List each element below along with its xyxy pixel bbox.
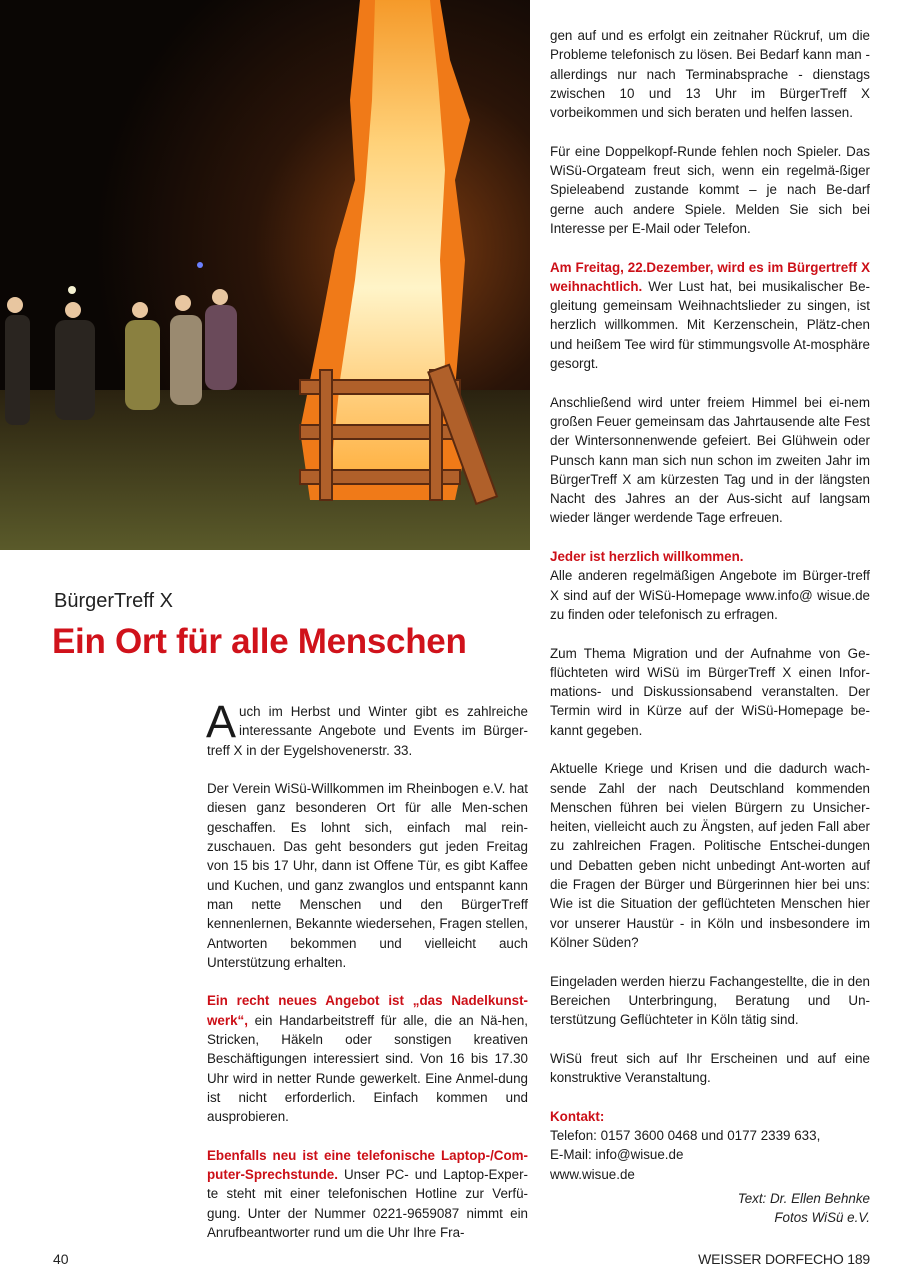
highlight-nadelkunstwerk: Ein recht neues Angebot ist „das Nadelkunst-werk“, [207,993,528,1028]
contact-email-link[interactable]: E-Mail: info@wisue.de [550,1147,684,1163]
paragraph-doppelkopf: Für eine Doppelkopf-Runde fehlen noch Spieler. Das WiSü-Orgateam freut sich, wenn ein regelmä-ßiger Spieleabend zustande kommt – je nach Be-darf gerne auch andere Spiele. Melden Sie sich bei Interesse per E-Mail oder Telefon. [550,143,870,236]
paragraph-wisue-freut-sich: WiSü freut sich auf Ihr Erscheinen und auf eine konstruktive Veranstaltung. [550,1050,870,1086]
paragraph-migration: Zum Thema Migration und der Aufnahme von Ge-flüchteten wird WiSü im BürgerTreff X einen Infor-mations- und Diskussionsabend veranstalten. Der Termin wird in Kürze auf der WiSü-Homepage be-kannt gegeben. [550,645,870,738]
contact-heading: Kontakt: [550,1108,605,1124]
intro-text: uch im Herbst und Winter gibt es zahlreiche interessante Angebote und Events im Bürger-treff X in der Eygelshovenerstr. 33. [207,704,528,758]
article-column-right [550,26,870,1203]
credit-photos: Fotos WiSü e.V. [774,1210,870,1226]
paragraph-rueckruf: gen auf und es erfolgt ein zeitnaher Rückruf, um die Probleme telefonisch zu lösen. Bei Bedarf kann man - allerdings nur nach Terminabsprache - dienstags zwischen 10 und 13 Uhr im BürgerTreff X vorbeikommen und sich beraten und helfen lassen. [550,28,870,121]
intro-paragraph [206,696,528,760]
article-headline: Ein Ort für alle Menschen [52,622,467,661]
paragraph-sprechstunde [207,1146,528,1242]
text-sprechstunde: Unser PC- und Laptop-Exper-te steht mit einer telefonischen Hotline zur Verfü-gung. Unter der Nummer 0221-9659087 nimmt ein Anrufbeantworter rund um die Uhr Ihre Fra- [207,1167,528,1241]
credit-text: Text: Dr. Ellen Behnke [737,1191,870,1206]
drop-cap: A [206,696,237,747]
paragraph-wintersonnenwende: Anschließend wird unter freiem Himmel bei ei-nem großen Feuer gemeinsam das Jahrtausende alte Fest der Wintersonnenwende gefeiert. Bei Glühwein oder Punsch kann man sich nun schon im zweiten Jahr im BürgerTreff X am kürzesten Tag und in der längsten Nacht des Jahres an der Aus-sicht auf langsam wieder länger werdende Tage erfreuen. [550,394,870,526]
text-weihnachten: Wer Lust hat, bei musikalischer Be-gleitung gemeinsam Weihnachtslieder zu singen, ist herzlich willkommen. Mit Kerzenschein, Plätz-chen und heißem Tee wird für stimmungsvolle At-mosphäre gesorgt. [550,278,870,372]
text-nadelkunstwerk: ein Handarbeitstreff für alle, die an Nä-hen, Stricken, Häkeln oder sonstigen kreativen Beschäftigungen interessiert sind. Von 16 bis 17.30 Uhr wird in netter Runde gewerkelt. Eine Anmel-dung ist nicht erforderlich. Einfach kommen und ausprobieren. [207,1012,528,1125]
highlight-weihnachten: Am Freitag, 22.Dezember, wird es im Bürgertreff X weihnachtlich. [550,259,870,294]
page-number: 40 [53,1251,69,1267]
bonfire-illustration [0,0,530,550]
paragraph-fachangestellte: Eingeladen werden hierzu Fachangestellte, die in den Bereichen Unterbringung, Beratung und Un-terstützung Geflüchteter in Köln tätig sind. [550,973,870,1028]
contact-block [550,1107,870,1184]
paragraph-krisen: Aktuelle Kriege und Krisen und die dadurch wach-sende Zahl der nach Deutschland kommenden Menschen führen bei vielen Bürgern zu Unsicher-heiten, vielleicht auch zu Ängsten, auf jeden Fall aber zu zahlreichen Fragen. Politische Entschei-dungen und Debatten geben nicht unbedingt Ant-worten auf die Fragen der Bürger und Bürgerinnen hier bei uns: Wie ist die Situation der geflüchteten Menschen hier vor unserer Haustür - in Köln und insbesondere im Kölner Süden? [550,761,870,950]
highlight-sprechstunde: Ebenfalls neu ist eine telefonische Laptop-/Com-puter-Sprechstunde. [207,1147,528,1183]
paragraph-verein: Der Verein WiSü-Willkommen im Rheinbogen e.V. hat diesen ganz besonderen Ort für alle Men-schen geschaffen. Es lohnt sich, einfach mal rein-zuschauen. Das geht besonders gut jeden Freitag von 15 bis 17 Uhr, dann ist Offene Tür, es gibt Kaffee und Kuchen, und ganz zwanglos und entspannt kann man nette Menschen und den BürgerTreff kennenlernen, Bekannte wiedersehen, Fragen stellen, Antworten bekommen und vielleicht auch Unterstützung erhalten. [207,781,528,970]
paragraph-nadelkunstwerk [207,991,528,1126]
article-column-left [206,696,528,1262]
text-willkommen: Alle anderen regelmäßigen Angebote im Bürger-treff X sind auf der WiSü-Homepage www.info@ wisue.de zu finden oder telefonisch zu erfragen. [550,568,870,622]
article-kicker: BürgerTreff X [54,590,173,612]
magazine-issue: WEISSER DORFECHO 189 [698,1251,870,1267]
bonfire-photo [0,0,530,550]
paragraph-weihnachten [550,258,870,374]
highlight-willkommen: Jeder ist herzlich willkommen. [550,549,744,565]
contact-website-link[interactable]: www.wisue.de [550,1166,635,1182]
contact-phone: Telefon: 0157 3600 0468 und 0177 2339 633, [550,1127,821,1143]
article-credits [550,1189,870,1228]
paragraph-willkommen [550,547,870,624]
